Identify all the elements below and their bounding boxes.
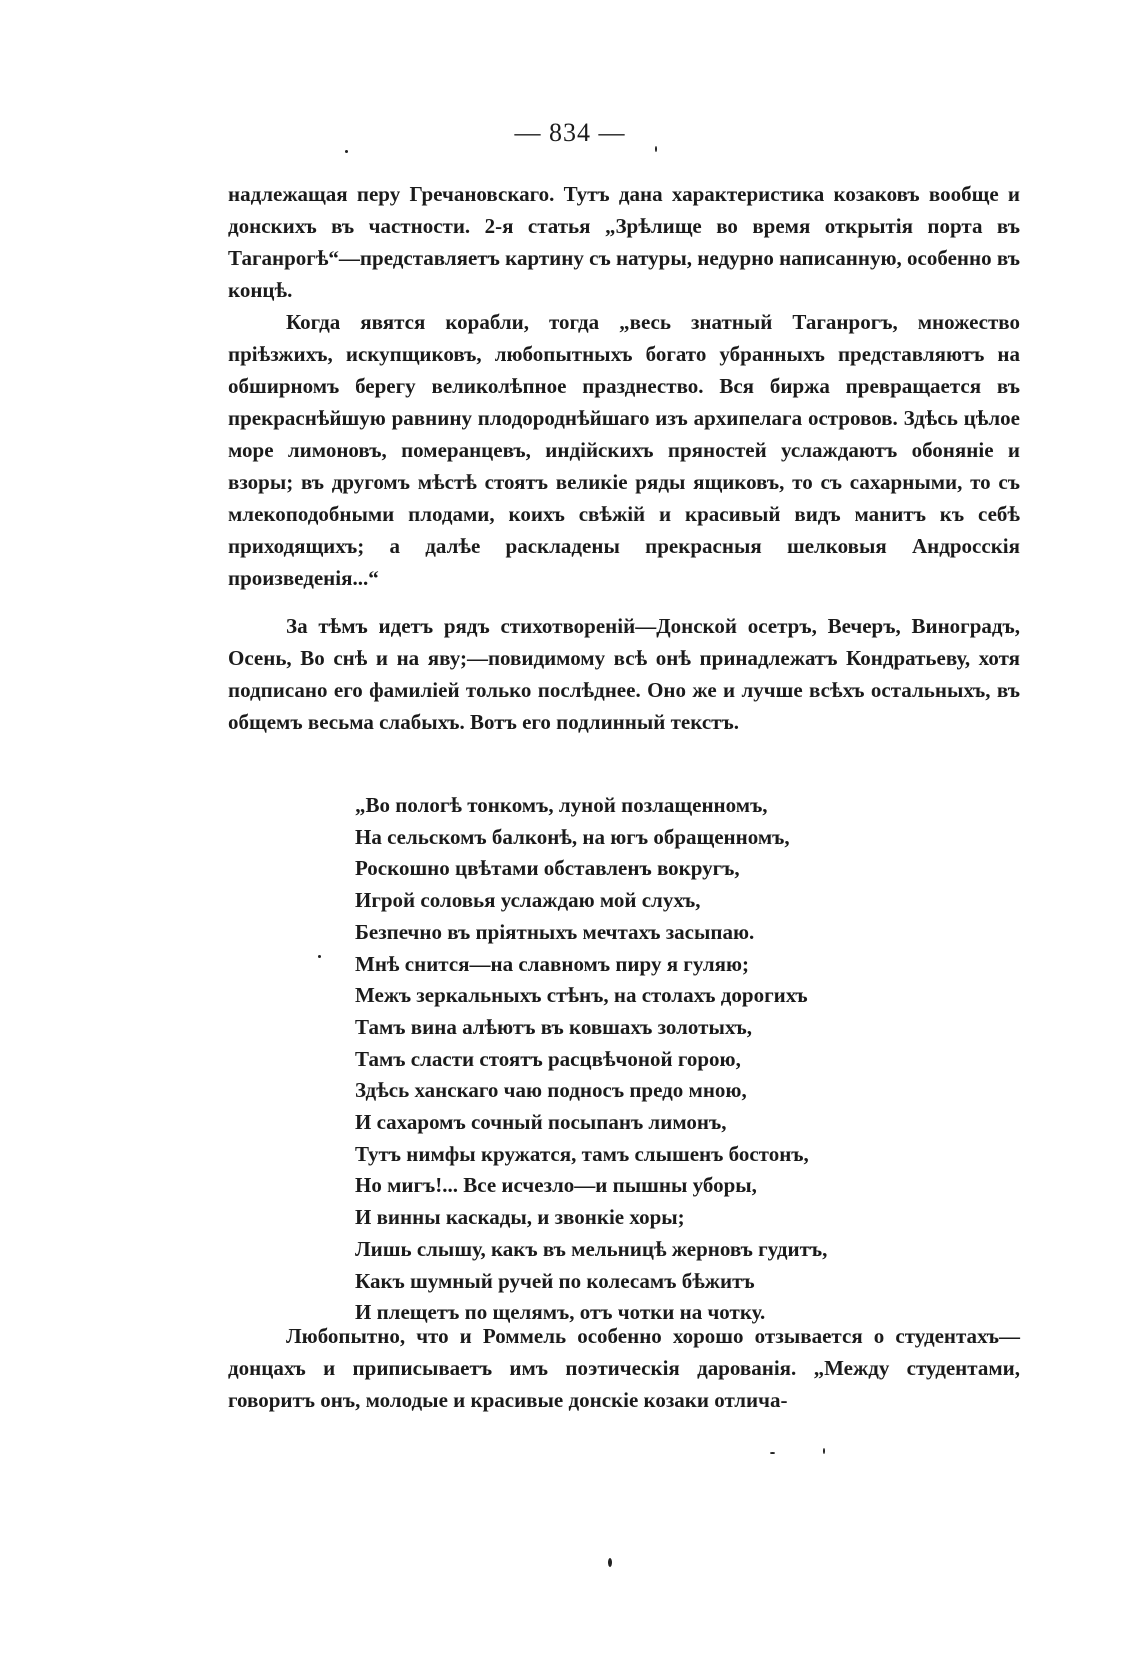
poem-line: Но мигъ!... Все исчезло—и пышны уборы, (355, 1173, 757, 1198)
scan-speck (345, 150, 348, 153)
paragraph-text: надлежащая перу Гречановскаго. Тутъ дана характеристика козаковъ вообще и донскихъ въ частности. 2-я статья „Зрѣлище во время открытія порта въ Таганрогѣ“—представляетъ картину съ натуры, недурно написанную, особенно въ концѣ. (228, 182, 1020, 302)
poem-line: И винны каскады, и звонкіе хоры; (355, 1205, 685, 1230)
paragraph-2 (228, 306, 1020, 594)
paragraph-1 (228, 178, 1020, 306)
poem-line: Роскошно цвѣтами обставленъ вокругъ, (355, 856, 740, 881)
paragraph-text: Когда явятся корабли, тогда „весь знатный Таганрогъ, множество пріѣзжихъ, искупщиковъ, любопытныхъ богато убранныхъ представляютъ на обширномъ берегу великолѣпное празднество. Вся биржа превращается въ прекраснѣйшую равнину плодороднѣйшаго изъ архипелага островов. Здѣсь цѣлое море лимоновъ, померанцевъ, индійскихъ пряностей услаждаютъ обоняніе и взоры; въ другомъ мѣстѣ стоятъ великіе ряды ящиковъ, то съ сахарными, то съ млекоподобными плодами, коихъ свѣжій и красивый видъ манитъ къ себѣ приходящихъ; а далѣе раскладены прекрасныя шелковыя Андросскія произведенія...“ (228, 310, 1020, 590)
poem-line: „Во пологѣ тонкомъ, луной позлащенномъ, (355, 793, 768, 817)
scan-speck (823, 1448, 825, 1454)
poem-line: Безпечно въ пріятныхъ мечтахъ засыпаю. (355, 919, 755, 944)
poem-line: Межъ зеркальныхъ стѣнъ, на столахъ дорогихъ (355, 983, 808, 1008)
paragraph-text: Любопытно, что и Роммель особенно хорошо отзывается о студентахъ—донцахъ и приписываетъ имъ поэтическія дарованія. „Между студентами, говоритъ онъ, молодые и красивые донскіе козаки отлича- (228, 1324, 1020, 1412)
poem-line: Тамъ вина алѣютъ въ ковшахъ золотыхъ, (355, 1014, 753, 1039)
paragraph-3 (228, 610, 1020, 738)
poem-line: Лишь слышу, какъ въ мельницѣ жерновъ гудитъ, (355, 1236, 828, 1261)
scan-speck (608, 1558, 612, 1567)
poem-line: На сельскомъ балконѣ, на югъ обращенномъ, (355, 824, 790, 849)
scan-speck (770, 1452, 775, 1454)
poem-block (355, 790, 975, 1329)
poem-line: Тутъ нимфы кружатся, тамъ слышенъ бостонъ, (355, 1141, 809, 1166)
paragraph-4 (228, 1320, 1020, 1416)
page-number: — 834 — (514, 118, 626, 147)
poem-line: Какъ шумный ручей по колесамъ бѣжитъ (355, 1268, 755, 1293)
poem-line: Мнѣ снится—на славномъ пиру я гуляю; (355, 951, 749, 976)
paragraph-text: За тѣмъ идетъ рядъ стихотвореній—Донской осетръ, Вечеръ, Виноградъ, Осень, Во снѣ и на яву;—повидимому всѣ онѣ принадлежатъ Кондратьеву, хотя подписано его фамиліей только послѣднее. Оно же и лучше всѣхъ остальныхъ, въ общемъ весьма слабыхъ. Вотъ его подлинный текстъ. (228, 614, 1020, 734)
scan-speck (655, 146, 657, 152)
scan-speck (318, 955, 321, 958)
poem-line: Игрой соловья услаждаю мой слухъ, (355, 888, 701, 913)
poem-line: Здѣсь ханскаго чаю подносъ предо мною, (355, 1078, 747, 1103)
poem-line: И сахаромъ сочный посыпанъ лимонъ, (355, 1110, 727, 1135)
poem-line: И плещетъ по щелямъ, отъ чотки на чотку. (355, 1300, 766, 1325)
poem-line: Тамъ сласти стоятъ расцвѣчоной горою, (355, 1046, 741, 1071)
